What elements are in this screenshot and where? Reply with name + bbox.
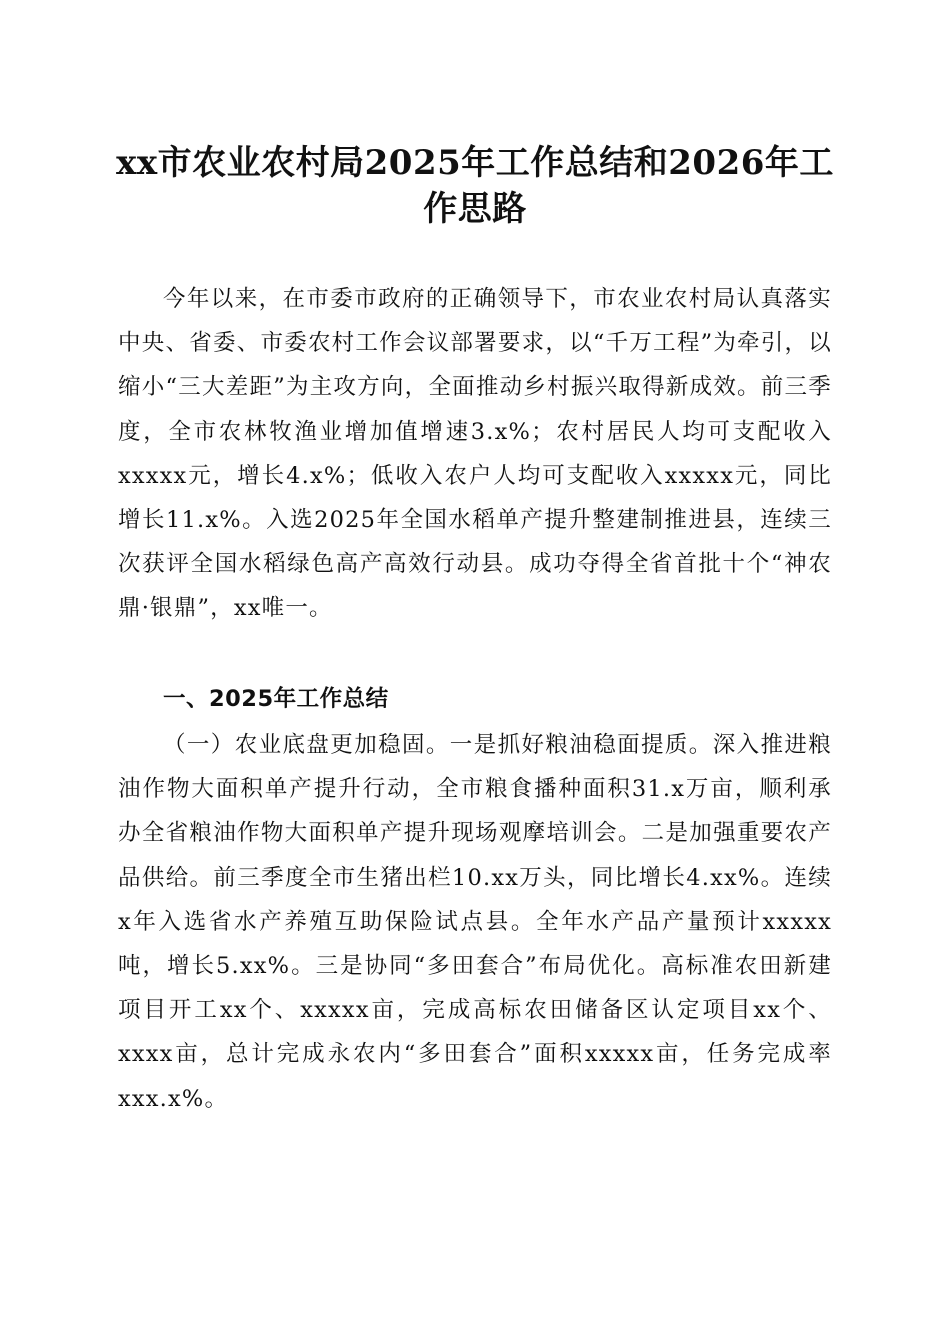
title-line-1: xx市农业农村局2025年工作总结和2026年工 (116, 143, 834, 183)
section-heading-work-summary: 一、2025年工作总结 (163, 686, 389, 712)
document-title (110, 140, 840, 232)
title-line-2: 作思路 (423, 189, 527, 229)
agriculture-foundation-paragraph: （一）农业底盘更加稳固。一是抓好粮油稳面提质。深入推进粮油作物大面积单产提升行动，全市粮食播种面积31.x万亩，顺利承办全省粮油作物大面积单产提升现场观摩培训会。二是加强重要农产品供给。前三季度全市生猪出栏10.xx万头，同比增长4.xx%。连续x年入选省水产养殖互助保险试点县。全年水产品产量预计xxxxx吨，增长5.xx%。三是协同“多田套合”布局优化。高标准农田新建项目开工xx个、xxxxx亩，完成高标农田储备区认定项目xx个、xxxx亩，总计完成永农内“多田套合”面积xxxxx亩，任务完成率xxx.x%。 (118, 732, 832, 1112)
intro-paragraph: 今年以来，在市委市政府的正确领导下，市农业农村局认真落实中央、省委、市委农村工作会议部署要求，以“千万工程”为牵引，以缩小“三大差距”为主攻方向，全面推动乡村振兴取得新成效。前三季度，全市农林牧渔业增加值增速3.x%；农村居民人均可支配收入xxxxx元，增长4.x%；低收入农户人均可支配收入xxxxx元，同比增长11.x%。入选2025年全国水稻单产提升整建制推进县，连续三次获评全国水稻绿色高产高效行动县。成功夺得全省首批十个“神农鼎·银鼎”，xx唯一。 (118, 286, 832, 622)
